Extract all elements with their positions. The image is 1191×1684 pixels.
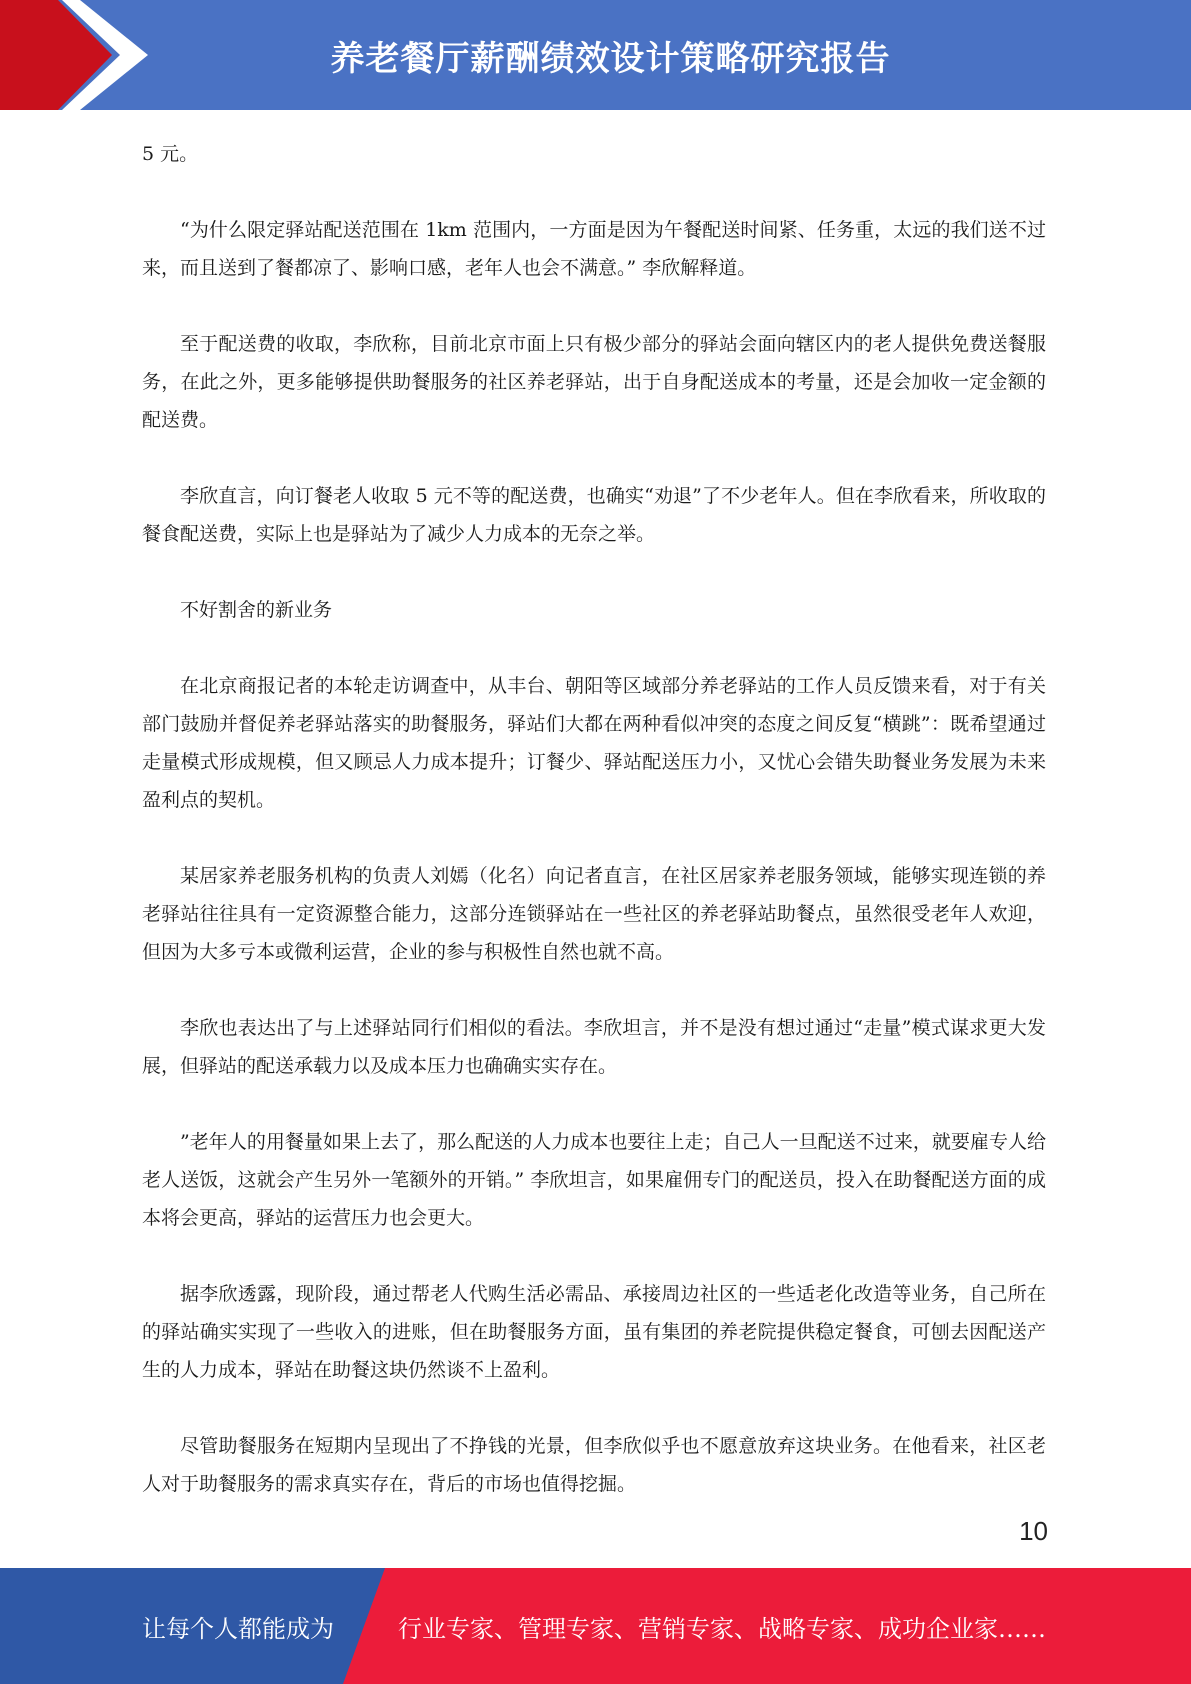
header-bar [0,0,1191,110]
paragraph: 据李欣透露，现阶段，通过帮老人代购生活必需品、承接周边社区的一些适老化改造等业务，自己所在的驿站确实实现了一些收入的进账，但在助餐服务方面，虽有集团的养老院提供稳定餐食，可刨去因配送产生的人力成本，驿站在助餐这块仍然谈不上盈利。 [142,1283,1046,1381]
paragraph: 李欣也表达出了与上述驿站同行们相似的看法。李欣坦言，并不是没有想过通过“走量”模式谋求更大发展，但驿站的配送承载力以及成本压力也确确实实存在。 [142,1017,1046,1077]
paragraph: 至于配送费的收取，李欣称，目前北京市面上只有极少部分的驿站会面向辖区内的老人提供免费送餐服务，在此之外，更多能够提供助餐服务的社区养老驿站，出于自身配送成本的考量，还是会加收一定金额的配送费。 [142,333,1046,431]
paragraph: 某居家养老服务机构的负责人刘嫣（化名）向记者直言，在社区居家养老服务领域，能够实现连锁的养老驿站往往具有一定资源整合能力，这部分连锁驿站在一些社区的养老驿站助餐点，虽然很受老年人欢迎，但因为大多亏本或微利运营，企业的参与积极性自然也就不高。 [142,865,1046,963]
paragraph: 李欣直言，向订餐老人收取 5 元不等的配送费，也确实“劝退”了不少老年人。但在李欣看来，所收取的餐食配送费，实际上也是驿站为了减少人力成本的无奈之举。 [142,485,1046,545]
section-subheading: 不好割舍的新业务 [180,599,333,621]
header-chevron-decoration [0,0,160,110]
footer-slogan-left: 让每个人都能成为 [142,1614,334,1643]
paragraph: “为什么限定驿站配送范围在 1km 范围内，一方面是因为午餐配送时间紧、任务重，太远的我们送不过来，而且送到了餐都凉了、影响口感，老年人也会不满意。” 李欣解释道。 [142,219,1046,279]
article-body [142,135,1046,1541]
footer-slogan-right: 行业专家、管理专家、营销专家、战略专家、成功企业家…… [398,1614,1046,1643]
footer-bar [0,1568,1191,1684]
page-number: 10 [1019,1516,1048,1546]
report-title: 养老餐厅薪酬绩效设计策略研究报告 [330,38,891,79]
paragraph: ”老年人的用餐量如果上去了，那么配送的人力成本也要往上走；自己人一旦配送不过来，就要雇专人给老人送饭，这就会产生另外一笔额外的开销。” 李欣坦言，如果雇佣专门的配送员，投入在助餐配送方面的成本将会更高，驿站的运营压力也会更大。 [142,1131,1046,1229]
paragraph: 尽管助餐服务在短期内呈现出了不挣钱的光景，但李欣似乎也不愿意放弃这块业务。在他看来，社区老人对于助餐服务的需求真实存在，背后的市场也值得挖掘。 [142,1435,1046,1495]
paragraph: 5 元。 [142,143,199,165]
paragraph: 在北京商报记者的本轮走访调查中，从丰台、朝阳等区域部分养老驿站的工作人员反馈来看，对于有关部门鼓励并督促养老驿站落实的助餐服务，驿站们大都在两种看似冲突的态度之间反复“横跳”：既希望通过走量模式形成规模，但又顾忌人力成本提升；订餐少、驿站配送压力小，又忧心会错失助餐业务发展为未来盈利点的契机。 [142,675,1046,811]
